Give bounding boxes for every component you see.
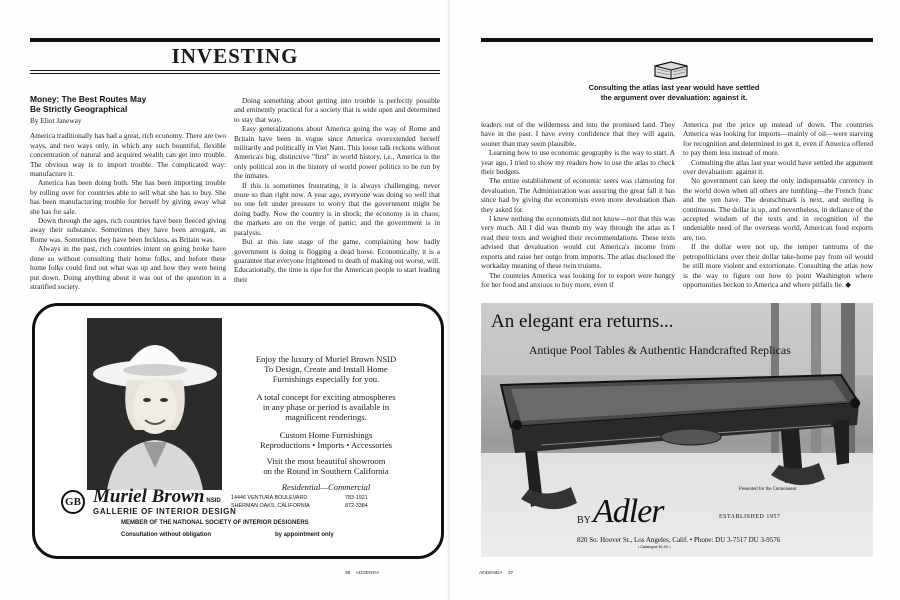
article-headline [30, 94, 226, 114]
ad-services-line: Custom Home Furnishings [279, 430, 373, 440]
header-rule-bottom [30, 70, 440, 71]
article-column-1 [30, 94, 226, 291]
ad-services-line: Reproductions • Imports • Accessories [259, 440, 393, 451]
atlas-book-icon [653, 60, 689, 80]
headline-line-2: Be Strictly Geographical [30, 104, 128, 114]
address-line: 14446 VENTURA BOULEVARD [231, 495, 308, 501]
ad-tagline: Residential—Commercial [281, 482, 371, 492]
ad-concept-line: in any phase or period is available in [262, 402, 390, 413]
publication-name: ADDENDA [479, 571, 503, 576]
ad-concept-line: A total concept for exciting atmospheres [256, 392, 396, 402]
paragraph: America put the price up instead of down. The countries America was looking for imports—mainly of oil—were starving for recognition and determined to get it, even if America offered to pay them less instead of more. [683, 120, 873, 158]
adler-by: BY [577, 515, 591, 526]
pullquote-line-2: the argument over devaluation: against it. [600, 93, 748, 102]
publication-name: ADDENDA [355, 571, 380, 576]
phone-number: 872-3384 [345, 503, 368, 509]
paragraph: If the dollar were not up, the temper tantrums of the petropoliticians over their dollar take-home pay from oil would be still more violent and extortionate. Consulting the atlas now is the way to figure out how to point Washington where opportunities beckon to America and where pitfalls lie. ◆ [683, 242, 873, 289]
ad-intro-line: Furnishings especially for you. [272, 374, 380, 385]
paragraph: The countries America was looking for to export were hungry for her food and anxious to buy more, even if [481, 270, 675, 289]
woman-in-hat-image [87, 318, 222, 490]
ad-services [231, 430, 421, 450]
article-column-2 [234, 96, 440, 284]
header-rule-bottom-2 [30, 73, 440, 74]
left-folio [345, 571, 379, 576]
adler-established: ESTABLISHED 1957 [719, 514, 781, 520]
ad-concept-line: magnificent renderings. [285, 412, 367, 423]
appointment-line: by appointment only [275, 532, 334, 538]
adler-presented: Presented for the Connoisseur [739, 487, 797, 492]
paragraph: Doing something about getting into trouble is perfectly possible and eminently practical for a society that is wide open and determined to stay that way. [234, 96, 440, 124]
paragraph: Easy generalizations about America going the way of Rome and Britain have been in vogue since America overextended herself militarily and politically in Viet Nam. This loose talk reckons without America's big, distinctive "first" in world history, i.e., America is the only political zoo in the history of world power politics to be run by the inmates. [234, 124, 440, 181]
pullquote [560, 83, 788, 103]
adler-logo: Adler [593, 493, 664, 530]
portrait-photo [87, 318, 222, 490]
paragraph: Down through the ages, rich countries have been fleeced giving away their substance. Sometimes they have been arrogant, as Rome was. Sometimes they have been feckless, as Britain was. [30, 216, 226, 244]
paragraph: Learning how to use economic geography is the way to start. A year ago, I tried to show my readers how to use the atlas to check their budgets. [481, 148, 675, 177]
page-number: 37 [507, 571, 514, 576]
muriel-brown-logo [55, 486, 235, 518]
ad-intro-line: To Design, Create and Install Home [264, 364, 388, 375]
ad-address [231, 494, 310, 510]
headline-line-1: Money: The Best Routes May [30, 94, 147, 104]
section-title: INVESTING [171, 44, 299, 68]
muriel-brown-ad [32, 303, 444, 559]
page-number: 36 [345, 571, 351, 576]
paragraph: leaders out of the wilderness and into the promised land. They have in the past. I have every confidence that they will again, sooner than may seem plausible. [481, 120, 675, 148]
adler-pool-table-ad [481, 303, 873, 557]
paragraph: I knew nothing the economists did not know—not that this was very much. All I did was thumb my way through the atlas as I read their texts and weighed their recommendations. These texts advised that devaluation would cut America's income from exports and raise her outgo from imports. The atlas disclosed the workaday meaning of these twin truisms. [481, 214, 675, 271]
ad-visit [231, 456, 421, 476]
byline: By Eliot Janeway [30, 116, 82, 125]
ad-intro-line: Enjoy the luxury of Muriel Brown NSID [255, 354, 397, 364]
ad-visit-line: on the Round in Southern California [263, 466, 389, 477]
paragraph: America has been doing both. She has been importing trouble by rolling over for countries able to sell what she has to buy. She has been manufacturing trouble for herself by giving away what she has for sale. [30, 178, 226, 216]
paragraph: Consulting the atlas last year would have settled the argument over devaluation: against it. [683, 157, 873, 177]
member-line: MEMBER OF THE NATIONAL SOCIETY OF INTERIOR DESIGNERS [121, 520, 309, 526]
paragraph: No government can keep the only indispensable currency in the world down when all others are tumbling—the French franc and the yen have. The deutschmark is next, and sterling is continuous. The dollar is up, and nevertheless, in defiance of the accepted wisdom of the texts and in recognition of the undeniable need of the overseas world, American food exports are, too. [683, 176, 873, 242]
paragraph: Always in the past, rich countries intent on going broke have done so without consulting their home folks, and before these home folks could find out what was up and how they were being put down. Doing anything about it was out of the question in a stratified society. [30, 244, 226, 291]
right-page [450, 0, 900, 600]
article-column-4 [683, 120, 873, 289]
pool-table-image [481, 303, 873, 557]
address-line: SHERMAN OAKS, CALIFORNIA [231, 503, 310, 509]
phone-number: 783-1921 [345, 495, 368, 501]
paragraph: America traditionally has had a great, rich economy. There are two ways, and two ways only, in which any such bountiful, flexible concentration of natural and acquired wealth can get into trouble. The obvious way is to import trouble. The complicated way: manufacture it. [30, 131, 226, 179]
consultation-line: Consultation without obligation [121, 532, 211, 538]
ad-concept [231, 392, 421, 423]
header-rule-top [481, 38, 873, 42]
ad-intro [231, 354, 421, 385]
monogram-logo: GB [61, 490, 85, 514]
logo-name-text: Muriel Brown [93, 486, 205, 507]
adler-subhead: Antique Pool Tables & Authentic Handcrafted Replicas [529, 343, 791, 357]
right-folio [479, 571, 513, 576]
ad-visit-line: Visit the most beautiful showroom [266, 456, 386, 466]
header-rule-top [30, 38, 440, 42]
paragraph: If this is sometimes frustrating, it is always challenging, never more so than right now. A year ago, everyone was doing so well that no one felt under pressure to worry that the government might be doing badly. Now the country is in shock; the economy is in chaos; the markets are on the verge of panic; and the government is in paralysis. [234, 180, 440, 237]
adler-address: 820 So. Hoover St., Los Angeles, Calif. • Phone: DU 3-7517 DU 3-9576 [577, 536, 781, 544]
paragraph: The entire establishment of economic seers was clamoring for devaluation. The Administration was assuring the great fall it has since had by giving the economists even more devaluation than they asked for. [481, 176, 675, 214]
logo-name [93, 486, 221, 508]
article-column-3 [481, 120, 675, 289]
adler-catalogue: • Catalogue $1.00 • [638, 545, 671, 549]
logo-nsid: NSID [206, 498, 221, 504]
pullquote-line-1: Consulting the atlas last year would have settled [588, 83, 760, 92]
ad-phones [345, 494, 368, 510]
paragraph: But at this late stage of the game, complaining how badly government is doing is flogging a dead horse. Economically, it is a guarantee that everyone frightened to death of making out worse, will. Educationally, the time is ripe for the American people to start leading their [234, 237, 440, 284]
logo-subtitle: GALLERIE OF INTERIOR DESIGN [93, 507, 237, 516]
adler-headline: An elegant era returns... [491, 311, 674, 332]
